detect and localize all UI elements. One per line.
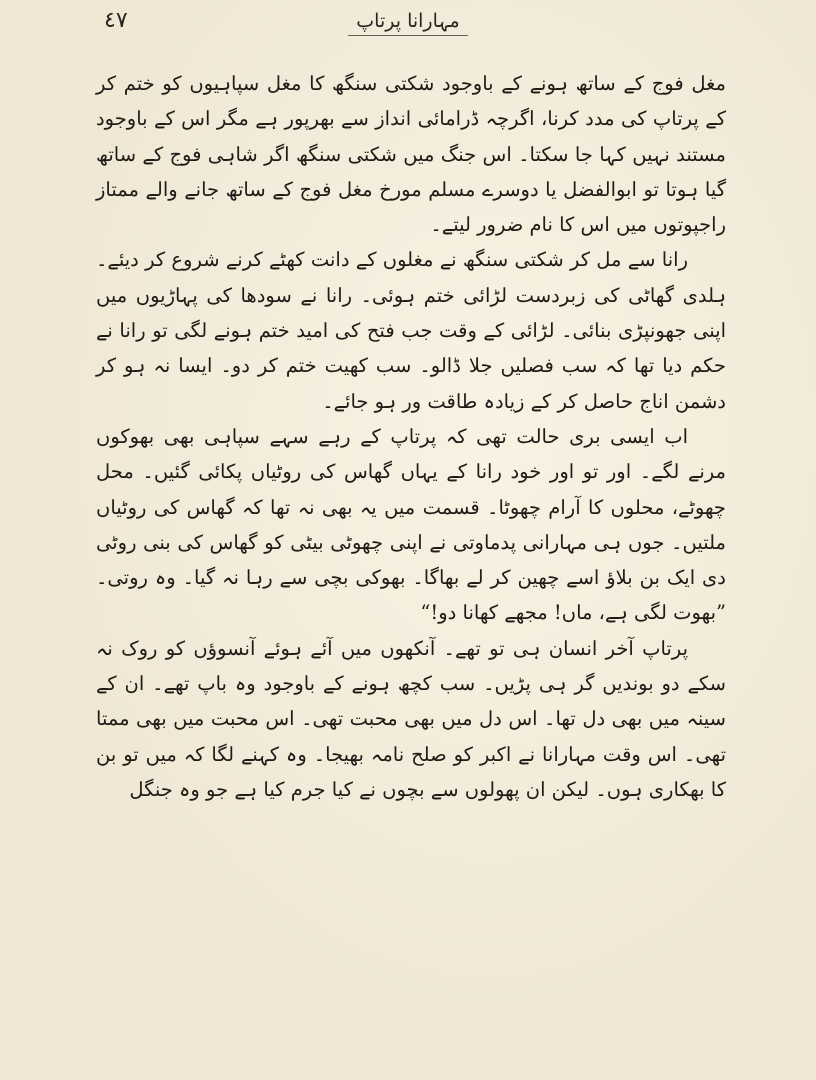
page-number: ٤٧ <box>104 8 128 33</box>
paragraph-2: رانا سے مل کر شکتی سنگھ نے مغلوں کے دانت کھٹے کرنے شروع کر دیئے۔ ہلدی گھاٹی کی زبردست لڑائی ختم ہوئی۔ رانا نے سودھا کی پہاڑیوں میں اپنی جھونپڑی بنائی۔ لڑائی کے وقت جب فتح کی امید ختم ہونے لگی تو رانا نے حکم دیا تھا کہ سب فصلیں جلا ڈالو۔ سب کھیت ختم کر دو۔ ایسا نہ ہو کر دشمن اناج حاصل کر کے زیادہ طاقت ور ہو جائے۔ <box>96 248 726 413</box>
paragraph-4: پرتاپ آخر انسان ہی تو تھے۔ آنکھوں میں آئے ہوئے آنسوؤں کو روک نہ سکے دو بوندیں گر ہی پڑیں۔ سب کچھ ہونے کے باوجود وہ باپ تھے۔ ان کے سینہ میں بھی دل تھا۔ اس دل میں بھی محبت تھی۔ اس محبت میں بھی ممتا تھی۔ اس وقت مہارانا نے اکبر کو صلح نامہ بھیجا۔ وہ کہنے لگا کہ میں تو بن کا بھکاری ہوں۔ لیکن ان پھولوں سے بچوں نے کیا جرم کیا ہے جو وہ جنگل <box>96 636 726 801</box>
paragraph-3: اب ایسی بری حالت تھی کہ پرتاپ کے رہے سہے سپاہی بھی بھوکوں مرنے لگے۔ اور تو اور خود رانا کے یہاں گھاس کی روٹیاں پکائی گئیں۔ محل چھوٹے، محلوں کا آرام چھوٹا۔ قسمت میں یہ بھی نہ تھا کہ گھاس کی روٹیاں ملتیں۔ جوں ہی مہارانی پدماوتی نے اپنی چھوٹی بیٹی کو گھاس کی بنی روٹی دی ایک بن بلاؤ اسے چھین کر لے بھاگا۔ بھوکی بچی سے رہا نہ گیا۔ وہ روتی۔ ”بھوت لگی ہے، ماں! مجھے کھانا دو!“ <box>96 424 726 625</box>
text-body <box>96 66 726 807</box>
running-title-text: مہارانا پرتاپ <box>348 10 467 36</box>
paragraph-1: مغل فوج کے ساتھ ہونے کے باوجود شکتی سنگھ کا مغل سپاہیوں کو ختم کر کے پرتاپ کی مدد کرنا، اگرچہ ڈرامائی انداز سے بھرپور ہے مگر اس کے باوجود مستند نہیں کہا جا سکتا۔ اس جنگ میں شکتی سنگھ اگر شاہی فوج کے ساتھ گیا ہوتا تو ابوالفضل یا دوسرے مسلم مورخ مغل فوج کے ساتھ جانے والے ممتاز راجپوتوں میں اس کا نام ضرور لیتے۔ <box>96 72 726 237</box>
running-title <box>0 10 816 36</box>
